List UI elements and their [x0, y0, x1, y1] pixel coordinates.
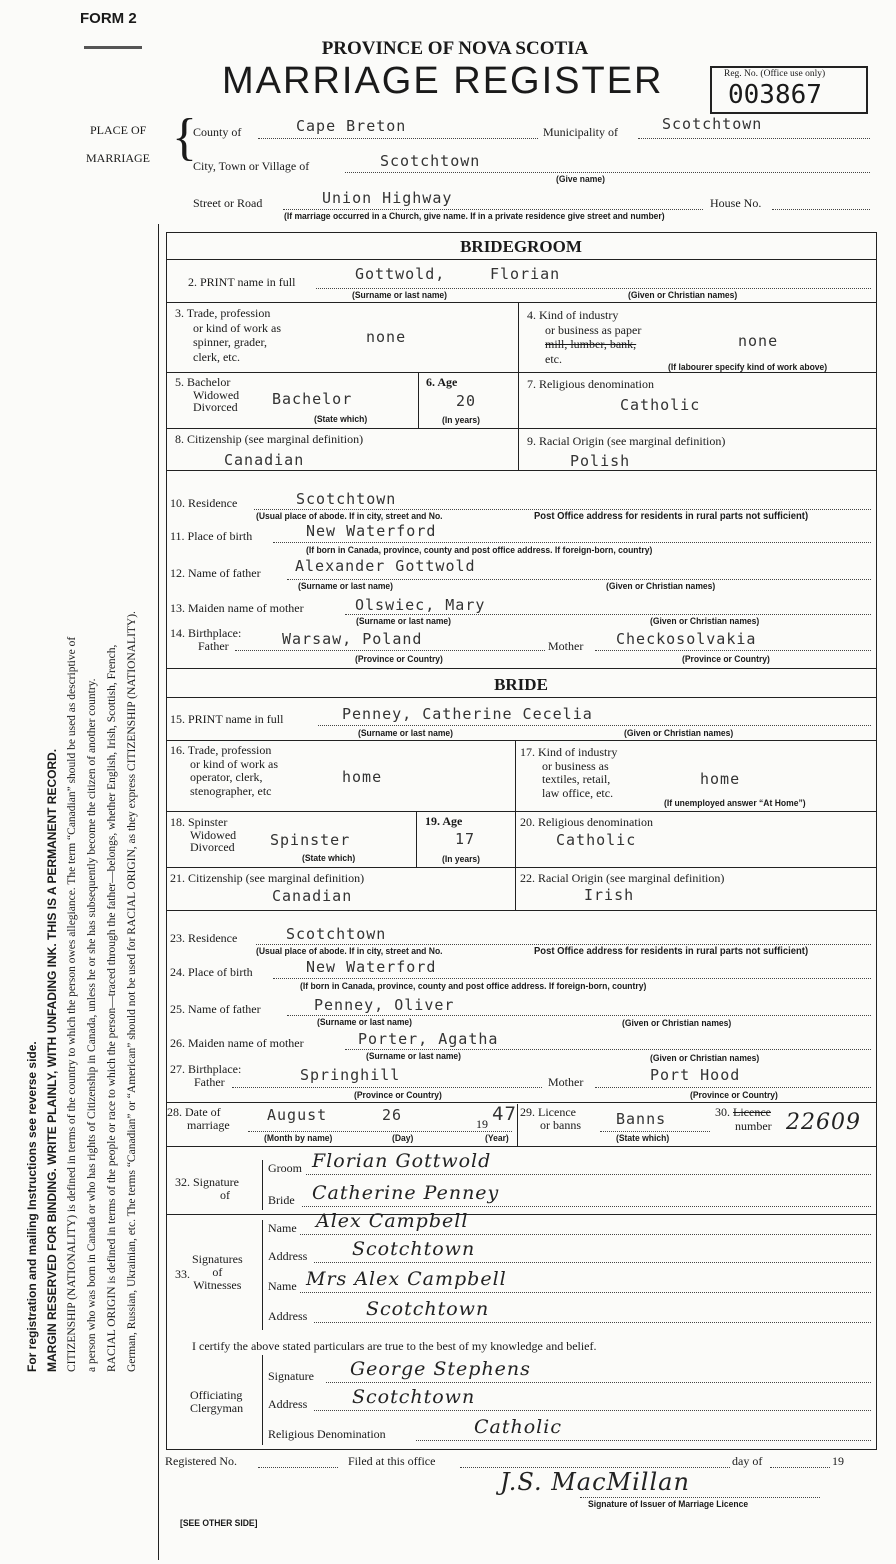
margin-line: a person who was born in Canada or who has rights of Citizenship in Canada, unless he or she has subsequently become the citizen of another country.	[86, 678, 98, 1372]
groom-age-label: 6. Age	[426, 375, 458, 389]
officiating-label: Officiating Clergyman	[190, 1388, 244, 1415]
margin-line: For registration and mailing Instructions see reverse side.	[25, 1041, 39, 1372]
born-in-note: (If born in Canada, province, county and post office address. If foreign-born, country)	[306, 545, 653, 556]
groom-industry: none	[738, 332, 779, 350]
province-note: (Province or Country)	[690, 1090, 778, 1101]
marriage-day: 26	[382, 1106, 403, 1124]
groom-father-label: 12. Name of father	[170, 566, 261, 580]
post-office-note: Post Office address for residents in rural parts not sufficient)	[534, 510, 809, 522]
clergy-address-label: Address	[268, 1397, 308, 1411]
groom-signature: Florian Gottwold	[312, 1150, 492, 1172]
bride-religion-label: 20. Religious denomination	[520, 815, 653, 829]
province-heading: PROVINCE OF NOVA SCOTIA	[321, 38, 589, 59]
bride-origin-label: 22. Racial Origin (see marginal definition)	[520, 871, 725, 885]
father-label: Father	[198, 639, 229, 653]
century-label: 19	[476, 1117, 488, 1131]
licence-number: 22609	[786, 1110, 861, 1135]
abode-note: (Usual place of abode. If in city, street and No.	[256, 946, 443, 957]
bride-trade: home	[342, 768, 383, 786]
bride-birthplace-label: 24. Place of birth	[170, 965, 253, 979]
post-office-note: Post Office address for residents in rural parts not sufficient)	[534, 945, 809, 957]
surname-note: (Surname or last name)	[366, 1051, 462, 1062]
surname-note: (Surname or last name)	[317, 1017, 413, 1028]
city-value: Scotchtown	[380, 152, 481, 170]
groom-birthplace-parents-label: 14. Birthplace:	[170, 626, 242, 640]
month-note: (Month by name)	[264, 1133, 333, 1144]
groom-mother-birthplace: Checkosolvakia	[616, 630, 757, 648]
day-of-label: day of	[732, 1454, 763, 1468]
denomination-label: Religious Denomination	[268, 1427, 386, 1441]
groom-trade: none	[366, 328, 407, 346]
labourer-note: (If labourer specify kind of work above)	[668, 362, 828, 373]
bride-name-label: 15. PRINT name in full	[170, 712, 284, 726]
groom-residence-label: 10. Residence	[170, 496, 238, 510]
groom-birthplace: New Waterford	[306, 522, 437, 540]
place-of-label: PLACE OF	[90, 123, 147, 137]
groom-status-label: 5. Bachelor Widowed Divorced	[175, 375, 240, 414]
bride-birthplace: New Waterford	[306, 958, 437, 976]
unemployed-note: (If unemployed answer “At Home”)	[664, 798, 806, 809]
licence-number-label: 30. Licence	[715, 1105, 771, 1119]
reg-number-label: Reg. No. (Office use only)	[724, 69, 826, 79]
in-years-note: (In years)	[442, 415, 481, 426]
bride-status-label: 18. Spinster Widowed Divorced	[170, 815, 237, 854]
page-title: MARRIAGE REGISTER	[222, 60, 664, 102]
witness1-name-label: Name	[268, 1221, 297, 1235]
licence-or-banns: Banns	[616, 1110, 667, 1128]
margin-line: German, Russian, Ukrainian, etc. The terms “Canadian” or “American” should not be used for RACIAL ORIGIN, as they express CITIZENSHIP (NATIONALITY).	[126, 611, 138, 1372]
bride-status: Spinster	[270, 831, 351, 849]
bride-father-birthplace: Springhill	[300, 1066, 401, 1084]
licence-banns-label: 29. Licence or banns	[520, 1105, 581, 1132]
street-label: Street or Road	[193, 196, 263, 210]
margin-line: RACIAL ORIGIN is defined in terms of the people or race to which the person—traced through the father—belongs, whether English, Irish, Scottish, French,	[106, 644, 118, 1372]
mother-label: Mother	[548, 1075, 584, 1089]
margin-line: CITIZENSHIP (NATIONALITY) is defined in terms of the country to which the person owes allegiance. The term “Canadian” should be used as descriptive of	[66, 636, 78, 1372]
give-name-note: (Give name)	[556, 174, 605, 185]
bride-religion: Catholic	[556, 831, 637, 849]
bride-mother-birthplace: Port Hood	[650, 1066, 741, 1084]
groom-residence: Scotchtown	[296, 490, 397, 508]
witnesses-label: Signatures of Witnesses	[192, 1252, 243, 1292]
house-no-label: House No.	[710, 196, 762, 210]
bride-citizenship: Canadian	[272, 887, 353, 905]
groom-industry-label: 4. Kind of industry or business as paper mill, lumber, bank, etc.	[527, 308, 642, 366]
reg-number-box	[710, 66, 868, 114]
state-which-note: (State which)	[302, 853, 356, 864]
in-years-note: (In years)	[442, 854, 481, 865]
born-in-note: (If born in Canada, province, county and post office address. If foreign-born, country)	[300, 981, 647, 992]
clergy-address: Scotchtown	[352, 1386, 476, 1408]
groom-mother: Olswiec, Mary	[355, 596, 486, 614]
province-note: (Province or Country)	[682, 654, 770, 665]
bride-mother-label: 26. Maiden name of mother	[170, 1036, 304, 1050]
municipality-label: Municipality of	[543, 125, 618, 139]
groom-father: Alexander Gottwold	[295, 557, 476, 575]
bride-residence-label: 23. Residence	[170, 931, 238, 945]
groom-religion: Catholic	[620, 396, 701, 414]
groom-sig-label: Groom	[268, 1161, 302, 1175]
bride-sig-label: Bride	[268, 1193, 295, 1207]
surname-note: (Surname or last name)	[298, 581, 394, 592]
bride-heading: BRIDE	[494, 675, 548, 694]
street-note: (If marriage occurred in a Church, give name. If in a private residence give street and number)	[284, 211, 665, 222]
given-note: (Given or Christian names)	[650, 616, 760, 627]
bride-industry: home	[700, 770, 741, 788]
clergy-signature: George Stephens	[350, 1358, 531, 1380]
margin-line: MARGIN RESERVED FOR BINDING. WRITE PLAINLY, WITH UNFADING INK. THIS IS A PERMANENT RECORD.	[45, 748, 59, 1372]
witness1-address-label: Address	[268, 1249, 308, 1263]
street-value: Union Highway	[322, 189, 453, 207]
witness2-address-label: Address	[268, 1309, 308, 1323]
brace: {	[172, 109, 197, 166]
bride-citizenship-label: 21. Citizenship (see marginal definition)	[170, 871, 365, 885]
county-value: Cape Breton	[296, 117, 407, 135]
witness2-name-label: Name	[268, 1279, 297, 1293]
groom-surname: Gottwold,	[355, 265, 446, 283]
bride-signature: Catherine Penney	[312, 1182, 500, 1204]
witness1-address: Scotchtown	[352, 1238, 476, 1260]
registered-no-label: Registered No.	[165, 1454, 237, 1468]
year-prefix: 19	[832, 1454, 844, 1468]
reg-number: 003867	[728, 80, 822, 110]
province-note: (Province or Country)	[355, 654, 443, 665]
abode-note: (Usual place of abode. If in city, street and No.	[256, 511, 443, 522]
bride-age: 17	[455, 830, 476, 848]
bridegroom-heading: BRIDEGROOM	[460, 237, 582, 256]
day-note: (Day)	[392, 1133, 414, 1144]
bride-name: Penney, Catherine Cecelia	[342, 705, 593, 723]
marriage-label: MARRIAGE	[86, 151, 151, 165]
groom-age: 20	[456, 392, 477, 410]
groom-name-label: 2. PRINT name in full	[188, 275, 296, 289]
given-note: (Given or Christian names)	[650, 1053, 760, 1064]
groom-birthplace-label: 11. Place of birth	[170, 529, 253, 543]
year-note: (Year)	[485, 1133, 509, 1144]
mother-label: Mother	[548, 639, 584, 653]
groom-religion-label: 7. Religious denomination	[527, 377, 654, 391]
groom-trade-label: 3. Trade, profession or kind of work as spinner, grader, clerk, etc.	[175, 306, 281, 364]
groom-status: Bachelor	[272, 390, 353, 408]
state-which-note: (State which)	[616, 1133, 670, 1144]
surname-note: (Surname or last name)	[356, 616, 452, 627]
surname-note: (Surname or last name)	[358, 728, 454, 739]
witness2-name: Mrs Alex Campbell	[306, 1268, 507, 1290]
clergy-denomination: Catholic	[474, 1416, 562, 1438]
city-label: City, Town or Village of	[193, 159, 310, 173]
surname-note: (Surname or last name)	[352, 290, 448, 301]
municipality-value: Scotchtown	[662, 115, 763, 133]
form-number: FORM 2	[80, 10, 137, 27]
number-label: number	[735, 1119, 772, 1133]
groom-given: Florian	[490, 265, 561, 283]
groom-father-birthplace: Warsaw, Poland	[282, 630, 423, 648]
signature-label: 32. Signature of	[175, 1175, 239, 1202]
province-note: (Province or Country)	[354, 1090, 442, 1101]
margin-instructions	[22, 277, 152, 1372]
issuer-signature: J.S. MacMillan	[500, 1468, 690, 1496]
bride-residence: Scotchtown	[286, 925, 387, 943]
certification-text: I certify the above stated particulars are true to the best of my knowledge and belief.	[192, 1339, 597, 1353]
father-label: Father	[194, 1075, 225, 1089]
groom-origin: Polish	[570, 452, 631, 470]
witness1-name: Alex Campbell	[316, 1210, 469, 1232]
witness2-address: Scotchtown	[366, 1298, 490, 1320]
filed-label: Filed at this office	[348, 1454, 436, 1468]
groom-citizenship: Canadian	[224, 451, 305, 469]
bride-industry-label: 17. Kind of industry or business as textiles, retail, law office, etc.	[520, 745, 618, 800]
groom-mother-label: 13. Maiden name of mother	[170, 601, 304, 615]
see-other-side: [SEE OTHER SIDE]	[180, 1518, 258, 1529]
marriage-year: 47	[492, 1103, 517, 1125]
county-label: County of	[193, 125, 242, 139]
date-label: 28. Date of marriage	[167, 1105, 230, 1132]
witness-number: 33.	[175, 1267, 190, 1281]
groom-citizenship-label: 8. Citizenship (see marginal definition)	[175, 432, 364, 446]
bride-age-label: 19. Age	[425, 814, 463, 828]
given-note: (Given or Christian names)	[622, 1018, 732, 1029]
bride-origin: Irish	[584, 886, 635, 904]
given-note: (Given or Christian names)	[628, 290, 738, 301]
marriage-month: August	[267, 1106, 328, 1124]
issuer-label: Signature of Issuer of Marriage Licence	[588, 1499, 749, 1510]
bride-father-label: 25. Name of father	[170, 1002, 261, 1016]
given-note: (Given or Christian names)	[606, 581, 716, 592]
bride-mother: Porter, Agatha	[358, 1030, 499, 1048]
bride-trade-label: 16. Trade, profession or kind of work as operator, clerk, stenographer, etc	[170, 743, 278, 798]
clergy-sig-label: Signature	[268, 1369, 314, 1383]
given-note: (Given or Christian names)	[624, 728, 734, 739]
bride-father: Penney, Oliver	[314, 996, 455, 1014]
groom-origin-label: 9. Racial Origin (see marginal definition)	[527, 434, 726, 448]
state-which-note: (State which)	[314, 414, 368, 425]
bride-birthplace-parents-label: 27. Birthplace:	[170, 1062, 242, 1076]
